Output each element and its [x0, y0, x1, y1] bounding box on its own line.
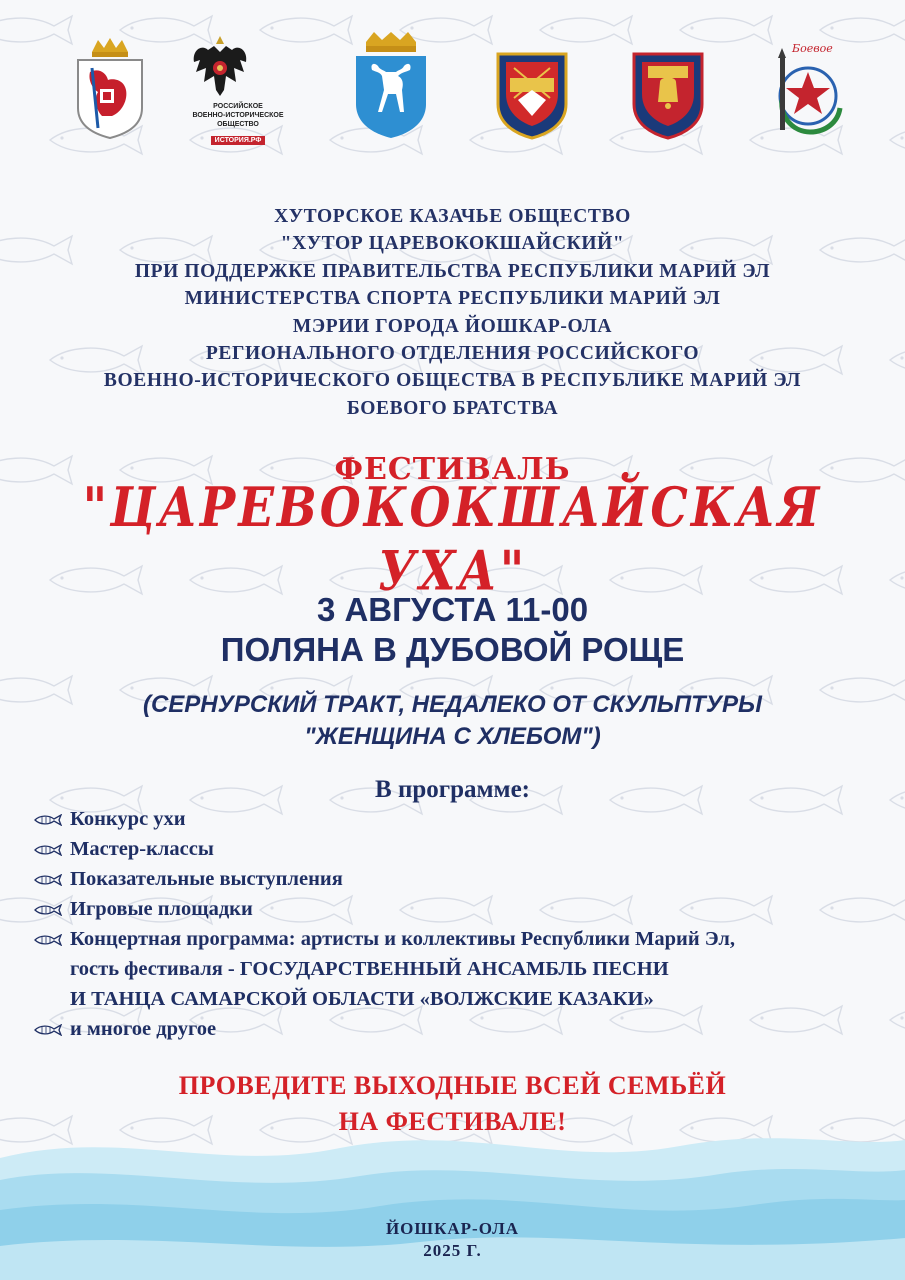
cossack-society-emblem-icon [494, 48, 570, 140]
program-heading: В программе: [375, 776, 530, 803]
organizer-line: ПРИ ПОДДЕРЖКЕ ПРАВИТЕЛЬСТВА РЕСПУБЛИКИ МАРИЙ ЭЛ [134, 260, 771, 282]
program-item [34, 894, 894, 924]
address-line: "ЖЕНЩИНА С ХЛЕБОМ") [304, 723, 601, 750]
program-item-text: Мастер-классы [70, 838, 214, 860]
organizer-line: МИНИСТЕРСТВА СПОРТА РЕСПУБЛИКИ МАРИЙ ЭЛ [184, 288, 721, 310]
fish-bullet-icon [34, 1024, 62, 1036]
footer-year: 2025 Г. [423, 1241, 482, 1260]
yoshkar-ola-coat-of-arms-icon [352, 32, 430, 140]
volga-cossacks-emblem-icon [630, 48, 706, 140]
program-item-text: и многое другое [70, 1018, 217, 1040]
rvio-caption-line: РОССИЙСКОЕ [213, 103, 263, 110]
fish-bullet-icon [34, 814, 62, 826]
organizer-line: РЕГИОНАЛЬНОГО ОТДЕЛЕНИЯ РОССИЙСКОГО [205, 343, 700, 365]
program-item-text: Концертная программа: артисты и коллективы Республики Марий Эл, [70, 928, 736, 950]
combat-brotherhood-logo-icon [762, 38, 846, 138]
callout-line: ПРОВЕДИТЕ ВЫХОДНЫЕ ВСЕЙ СЕМЬЁЙ [178, 1071, 727, 1100]
program-item-text: гость фестиваля - ГОСУДАРСТВЕННЫЙ АНСАМБЛЬ ПЕСНИ [70, 958, 669, 980]
istoria-badge: ИСТОРИЯ.РФ [211, 136, 266, 145]
event-date-venue [0, 590, 905, 670]
fish-bullet-icon [34, 934, 62, 946]
program-item-text: Показательные выступления [70, 868, 343, 890]
program-item [34, 924, 894, 1014]
program-item [34, 864, 894, 894]
footer-city: ЙОШКАР-ОЛА [385, 1219, 520, 1238]
program-item [34, 834, 894, 864]
fish-bullet-icon [34, 844, 62, 856]
event-date-time: 3 АВГУСТА 11-00 [316, 591, 589, 628]
rvio-eagle-icon [188, 32, 288, 147]
program-item [34, 804, 894, 834]
event-venue: ПОЛЯНА В ДУБОВОЙ РОЩЕ [220, 631, 685, 668]
program-list [34, 804, 894, 1044]
family-callout [0, 1068, 905, 1140]
organizer-line: МЭРИИ ГОРОДА ЙОШКАР-ОЛА [292, 315, 613, 337]
festival-name: "ЦАРЕВОКОКШАЙСКАЯ УХА" [82, 476, 823, 604]
mari-el-coat-of-arms-icon [72, 38, 148, 140]
festival-label: ФЕСТИВАЛЬ [334, 452, 571, 487]
address-line: (СЕРНУРСКИЙ ТРАКТ, НЕДАЛЕКО ОТ СКУЛЬПТУРЫ [142, 691, 763, 718]
organizer-line: ХУТОРСКОЕ КАЗАЧЬЕ ОБЩЕСТВО [274, 206, 631, 227]
partner-logos-row [0, 38, 905, 168]
fish-bullet-icon [34, 874, 62, 886]
festival-title [0, 452, 905, 604]
rvio-caption-line: ОБЩЕСТВО [217, 121, 259, 128]
organizer-line: БОЕВОГО БРАТСТВА [346, 397, 559, 419]
event-address [0, 689, 905, 753]
svg-text:Боевое: Боевое [792, 42, 833, 55]
fish-bullet-icon [34, 904, 62, 916]
footer-city-year [0, 1218, 905, 1262]
organizers-block [0, 203, 905, 422]
callout-line: НА ФЕСТИВАЛЕ! [338, 1107, 567, 1136]
rvio-caption-line: ВОЕННО-ИСТОРИЧЕСКОЕ [192, 112, 284, 119]
program-item-text: Конкурс ухи [70, 808, 186, 830]
organizer-line: "ХУТОР ЦАРЕВОКОКШАЙСКИЙ" [280, 233, 625, 255]
organizer-line: ВОЕННО-ИСТОРИЧЕСКОГО ОБЩЕСТВА В РЕСПУБЛИКЕ МАРИЙ ЭЛ [103, 370, 802, 392]
program-item-text: И ТАНЦА САМАРСКОЙ ОБЛАСТИ «ВОЛЖСКИЕ КАЗАКИ» [70, 988, 654, 1010]
program-item-text: Игровые площадки [70, 898, 253, 920]
program-item [34, 1014, 894, 1044]
